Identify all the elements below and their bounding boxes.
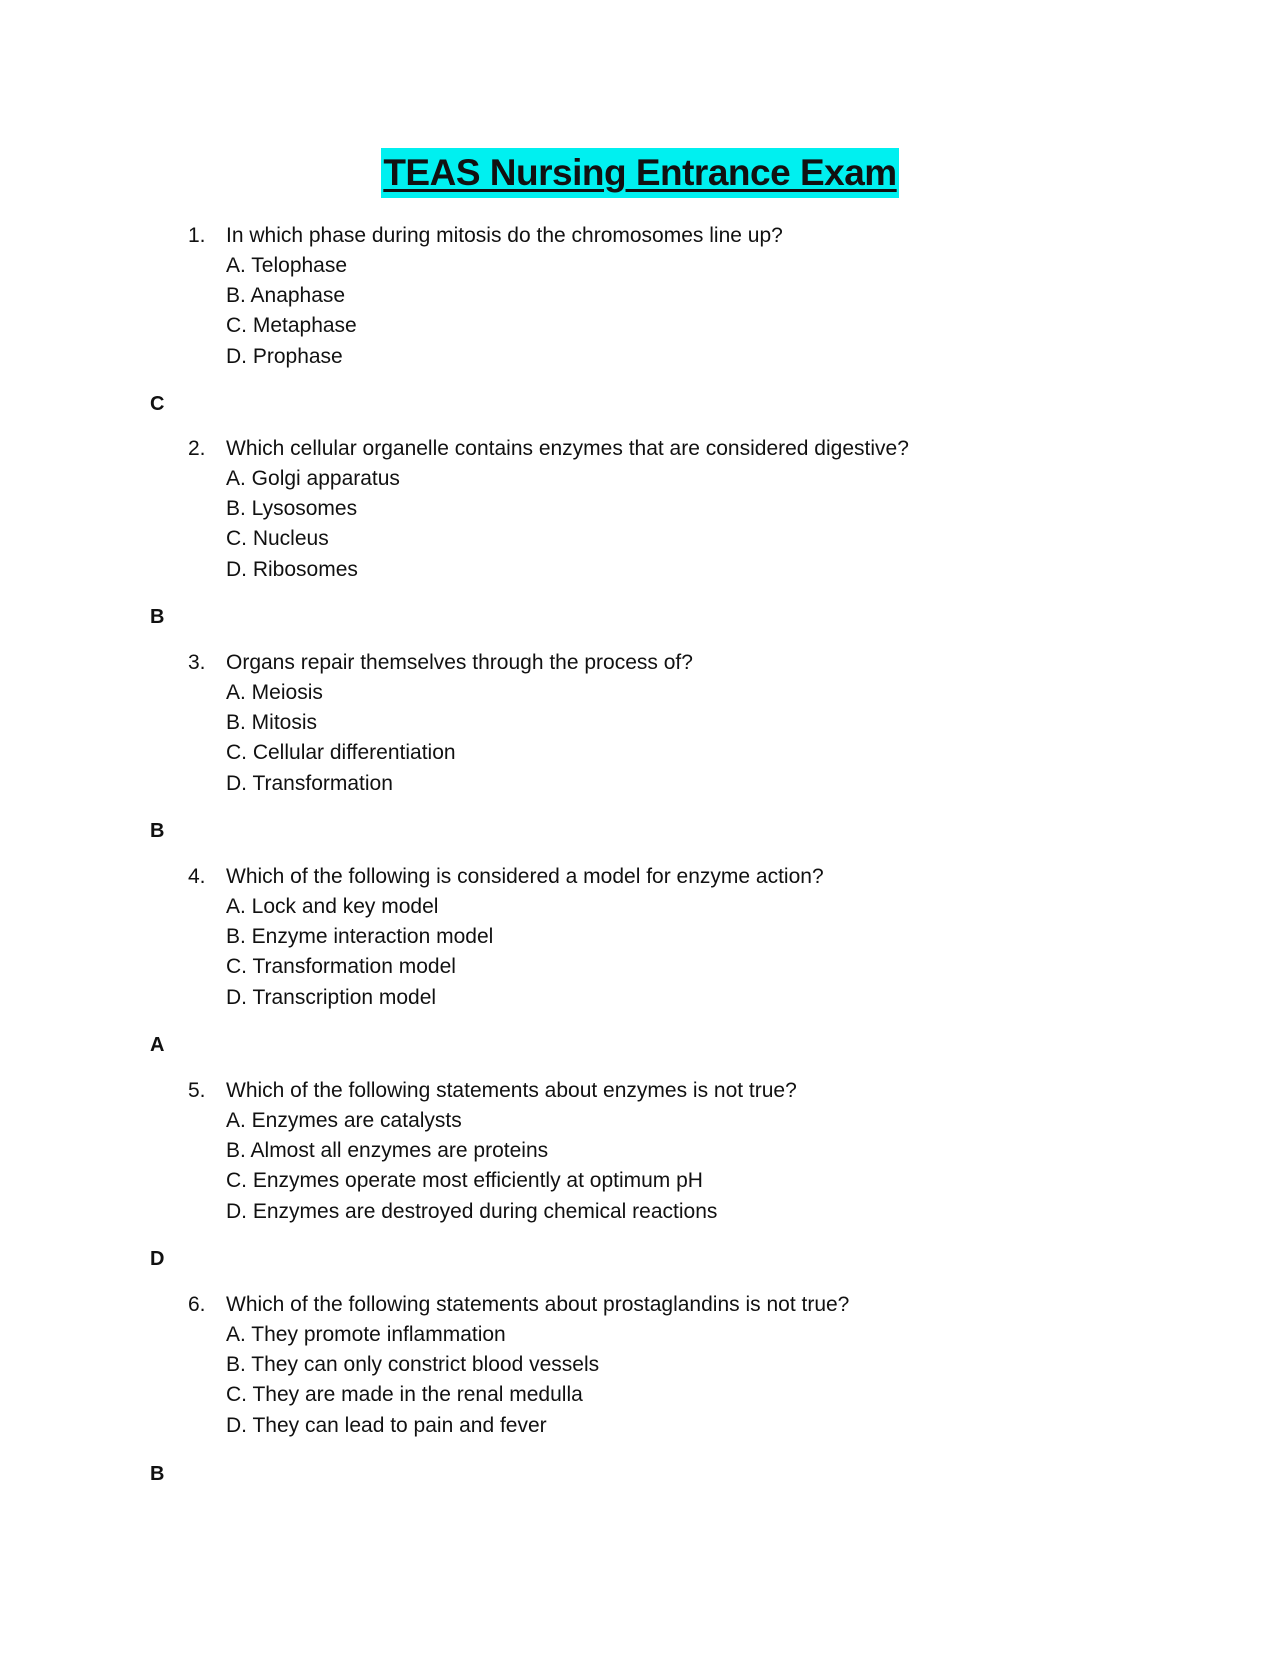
option-list bbox=[226, 464, 400, 585]
option-c: C. Cellular differentiation bbox=[226, 741, 456, 765]
question-stem bbox=[188, 221, 783, 251]
option-a: A. Golgi apparatus bbox=[226, 467, 400, 490]
option-d: D. Transcription model bbox=[226, 985, 437, 1009]
option-b: B. They can only constrict blood vessels bbox=[226, 1353, 600, 1377]
question-stem bbox=[188, 1076, 797, 1106]
question-text: Which of the following is considered a model for enzyme action? bbox=[226, 865, 824, 888]
option-d: D. Prophase bbox=[226, 344, 343, 368]
option-list bbox=[226, 1106, 717, 1227]
option-b: B. Almost all enzymes are proteins bbox=[226, 1139, 549, 1163]
question-number: 6. bbox=[188, 1293, 206, 1316]
option-a: A. Lock and key model bbox=[226, 895, 439, 918]
answer-1: C bbox=[150, 393, 165, 415]
option-b: B. Mitosis bbox=[226, 711, 318, 735]
option-a: A. They promote inflammation bbox=[226, 1323, 506, 1346]
option-c: C. Enzymes operate most efficiently at optimum pH bbox=[226, 1169, 703, 1193]
option-c: C. Metaphase bbox=[226, 314, 357, 338]
option-list bbox=[226, 251, 357, 372]
answer-3: B bbox=[150, 820, 165, 842]
question-stem bbox=[188, 862, 824, 892]
option-a: A. Meiosis bbox=[226, 681, 323, 704]
option-c: C. Transformation model bbox=[226, 955, 456, 979]
answer-6: B bbox=[150, 1463, 165, 1485]
title-container bbox=[0, 148, 1280, 198]
answer-2: B bbox=[150, 606, 165, 628]
question-stem bbox=[188, 1290, 849, 1320]
question-text: In which phase during mitosis do the chromosomes line up? bbox=[226, 224, 783, 247]
question-number: 3. bbox=[188, 651, 206, 674]
question-text: Organs repair themselves through the process of? bbox=[226, 651, 693, 674]
option-b: B. Enzyme interaction model bbox=[226, 925, 494, 949]
option-c: C. They are made in the renal medulla bbox=[226, 1383, 583, 1407]
answer-5: D bbox=[150, 1248, 165, 1270]
option-list bbox=[226, 1320, 599, 1441]
option-a: A. Enzymes are catalysts bbox=[226, 1109, 462, 1132]
option-b: B. Anaphase bbox=[226, 284, 346, 308]
question-text: Which of the following statements about enzymes is not true? bbox=[226, 1079, 797, 1102]
page-title: TEAS Nursing Entrance Exam bbox=[381, 148, 898, 198]
option-list bbox=[226, 892, 493, 1013]
question-number: 2. bbox=[188, 437, 206, 460]
question-number: 1. bbox=[188, 224, 206, 247]
question-number: 5. bbox=[188, 1079, 206, 1102]
option-d: D. Ribosomes bbox=[226, 557, 358, 581]
option-c: C. Nucleus bbox=[226, 527, 329, 551]
question-number: 4. bbox=[188, 865, 206, 888]
question-stem bbox=[188, 648, 693, 678]
question-text: Which cellular organelle contains enzymes that are considered digestive? bbox=[226, 437, 909, 460]
option-d: D. They can lead to pain and fever bbox=[226, 1413, 547, 1437]
answer-4: A bbox=[150, 1034, 165, 1056]
option-b: B. Lysosomes bbox=[226, 497, 358, 521]
option-d: D. Enzymes are destroyed during chemical reactions bbox=[226, 1199, 718, 1223]
option-d: D. Transformation bbox=[226, 771, 393, 795]
question-text: Which of the following statements about prostaglandins is not true? bbox=[226, 1293, 850, 1316]
option-a: A. Telophase bbox=[226, 254, 348, 277]
option-list bbox=[226, 678, 456, 799]
question-stem bbox=[188, 434, 909, 464]
